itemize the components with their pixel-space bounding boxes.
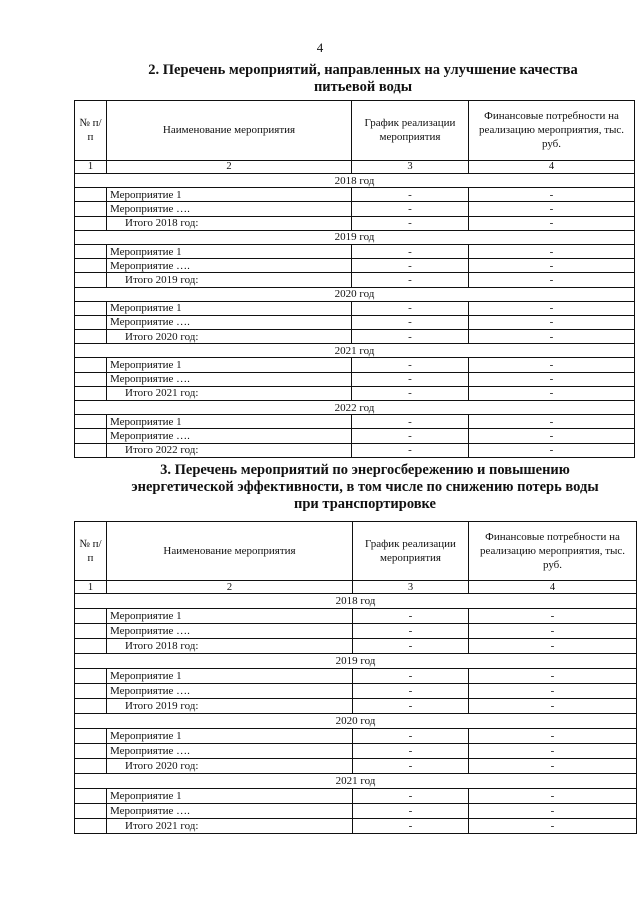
row-number: [75, 624, 107, 639]
activity-name: Мероприятие ….: [107, 804, 353, 819]
schedule-value: -: [353, 639, 469, 654]
table-row: [75, 386, 635, 400]
finance-value: -: [469, 429, 635, 443]
year-label: 2020 год: [75, 287, 635, 301]
row-number: [75, 684, 107, 699]
finance-value: -: [469, 744, 637, 759]
row-number: [75, 301, 107, 315]
schedule-value: -: [352, 259, 469, 273]
section-2-heading-line-1: 2. Перечень мероприятий, направленных на улучшение качества: [148, 62, 578, 78]
schedule-value: -: [352, 330, 469, 344]
total-name: Итого 2018 год:: [107, 639, 353, 654]
table-row: [75, 301, 635, 315]
schedule-value: -: [353, 609, 469, 624]
schedule-value: -: [352, 429, 469, 443]
row-number: [75, 330, 107, 344]
table-row: [75, 244, 635, 258]
table-row: [75, 372, 635, 386]
table-row: [75, 804, 637, 819]
table-row: [75, 415, 635, 429]
finance-value: -: [469, 624, 637, 639]
year-row: [75, 230, 635, 244]
schedule-value: -: [352, 443, 469, 457]
table-row: [75, 684, 637, 699]
total-name: Итого 2019 год:: [107, 699, 353, 714]
year-label: 2019 год: [75, 654, 637, 669]
total-name: Итого 2018 год:: [107, 216, 352, 230]
finance-value: -: [469, 259, 635, 273]
table-row: [75, 819, 637, 834]
activity-name: Мероприятие ….: [107, 744, 353, 759]
schedule-value: -: [352, 386, 469, 400]
row-number: [75, 259, 107, 273]
column-number-row: [75, 160, 635, 173]
table-row: [75, 330, 635, 344]
finance-value: -: [469, 443, 635, 457]
finance-value: -: [469, 386, 635, 400]
year-label: 2018 год: [75, 174, 635, 188]
finance-value: -: [469, 330, 635, 344]
column-number: 4: [469, 160, 635, 173]
schedule-value: -: [352, 315, 469, 329]
finance-value: -: [469, 415, 635, 429]
activity-name: Мероприятие 1: [107, 729, 353, 744]
schedule-value: -: [353, 699, 469, 714]
section-3-table: [74, 521, 637, 834]
finance-value: -: [469, 358, 635, 372]
table-row: [75, 639, 637, 654]
section-3-heading-line-1: 3. Перечень мероприятий по энергосбережению и повышению: [160, 462, 570, 478]
table-row: [75, 429, 635, 443]
finance-value: -: [469, 216, 635, 230]
activity-name: Мероприятие ….: [107, 429, 352, 443]
activity-name: Мероприятие 1: [107, 789, 353, 804]
schedule-value: -: [352, 273, 469, 287]
year-label: 2019 год: [75, 230, 635, 244]
year-row: [75, 401, 635, 415]
year-label: 2021 год: [75, 344, 635, 358]
activity-name: Мероприятие 1: [107, 188, 352, 202]
section-3-heading-line-2: энергетической эффективности, в том числе по снижению потерь воды: [131, 479, 599, 495]
table-row: [75, 188, 635, 202]
schedule-value: -: [352, 216, 469, 230]
table-row: [75, 315, 635, 329]
finance-value: -: [469, 759, 637, 774]
activity-name: Мероприятие ….: [107, 315, 352, 329]
row-number: [75, 429, 107, 443]
finance-value: -: [469, 729, 637, 744]
year-label: 2021 год: [75, 774, 637, 789]
activity-name: Мероприятие 1: [107, 669, 353, 684]
header-num: № п/п: [75, 101, 107, 161]
total-name: Итого 2019 год:: [107, 273, 352, 287]
finance-value: -: [469, 315, 635, 329]
row-number: [75, 819, 107, 834]
finance-value: -: [469, 819, 637, 834]
schedule-value: -: [353, 819, 469, 834]
row-number: [75, 669, 107, 684]
table-row: [75, 624, 637, 639]
total-name: Итого 2022 год:: [107, 443, 352, 457]
row-number: [75, 759, 107, 774]
schedule-value: -: [352, 244, 469, 258]
row-number: [75, 443, 107, 457]
year-row: [75, 714, 637, 729]
header-schedule: График реализации мероприятия: [353, 522, 469, 581]
header-num: № п/п: [75, 522, 107, 581]
activity-name: Мероприятие ….: [107, 684, 353, 699]
row-number: [75, 789, 107, 804]
row-number: [75, 273, 107, 287]
activity-name: Мероприятие 1: [107, 244, 352, 258]
activity-name: Мероприятие 1: [107, 358, 352, 372]
year-label: 2022 год: [75, 401, 635, 415]
header-row: [75, 101, 635, 161]
schedule-value: -: [353, 759, 469, 774]
section-2-heading: [96, 62, 630, 96]
table-row: [75, 259, 635, 273]
year-label: 2018 год: [75, 594, 637, 609]
header-finance: Финансовые потребности на реализацию мероприятия, тыс. руб.: [469, 101, 635, 161]
row-number: [75, 315, 107, 329]
row-number: [75, 415, 107, 429]
finance-value: -: [469, 639, 637, 654]
finance-value: -: [469, 699, 637, 714]
year-row: [75, 774, 637, 789]
year-row: [75, 344, 635, 358]
year-label: 2020 год: [75, 714, 637, 729]
schedule-value: -: [353, 624, 469, 639]
schedule-value: -: [352, 372, 469, 386]
row-number: [75, 804, 107, 819]
header-schedule: График реализации мероприятия: [352, 101, 469, 161]
finance-value: -: [469, 244, 635, 258]
table-row: [75, 669, 637, 684]
schedule-value: -: [353, 804, 469, 819]
finance-value: -: [469, 804, 637, 819]
schedule-value: -: [353, 669, 469, 684]
header-finance: Финансовые потребности на реализацию мероприятия, тыс. руб.: [469, 522, 637, 581]
page-number: 4: [316, 40, 324, 55]
finance-value: -: [469, 669, 637, 684]
finance-value: -: [469, 273, 635, 287]
table-row: [75, 759, 637, 774]
schedule-value: -: [353, 729, 469, 744]
activity-name: Мероприятие ….: [107, 372, 352, 386]
schedule-value: -: [353, 684, 469, 699]
section-2-table: [74, 100, 635, 458]
section-2-heading-line-2: питьевой воды: [313, 79, 413, 95]
schedule-value: -: [353, 744, 469, 759]
table-row: [75, 609, 637, 624]
column-number: 1: [75, 160, 107, 173]
activity-name: Мероприятие ….: [107, 624, 353, 639]
finance-value: -: [469, 202, 635, 216]
year-row: [75, 287, 635, 301]
schedule-value: -: [352, 202, 469, 216]
column-number: 3: [352, 160, 469, 173]
year-row: [75, 594, 637, 609]
row-number: [75, 188, 107, 202]
finance-value: -: [469, 301, 635, 315]
section-3-heading-line-3: при транспортировке: [294, 496, 436, 512]
table-row: [75, 358, 635, 372]
row-number: [75, 729, 107, 744]
year-row: [75, 174, 635, 188]
row-number: [75, 699, 107, 714]
finance-value: -: [469, 188, 635, 202]
activity-name: Мероприятие ….: [107, 259, 352, 273]
total-name: Итого 2020 год:: [107, 330, 352, 344]
row-number: [75, 244, 107, 258]
row-number: [75, 609, 107, 624]
finance-value: -: [469, 789, 637, 804]
finance-value: -: [469, 372, 635, 386]
table-row: [75, 789, 637, 804]
table-row: [75, 699, 637, 714]
row-number: [75, 744, 107, 759]
table-row: [75, 443, 635, 457]
row-number: [75, 386, 107, 400]
column-number: 2: [107, 160, 352, 173]
schedule-value: -: [352, 188, 469, 202]
activity-name: Мероприятие 1: [107, 609, 353, 624]
schedule-value: -: [353, 789, 469, 804]
table-row: [75, 202, 635, 216]
schedule-value: -: [352, 301, 469, 315]
table-row: [75, 216, 635, 230]
column-number: 4: [469, 581, 637, 594]
total-name: Итого 2020 год:: [107, 759, 353, 774]
row-number: [75, 202, 107, 216]
activity-name: Мероприятие 1: [107, 301, 352, 315]
column-number: 1: [75, 581, 107, 594]
table-row: [75, 744, 637, 759]
row-number: [75, 216, 107, 230]
header-name: Наименование мероприятия: [107, 101, 352, 161]
header-row: [75, 522, 637, 581]
finance-value: -: [469, 684, 637, 699]
activity-name: Мероприятие ….: [107, 202, 352, 216]
table-row: [75, 729, 637, 744]
total-name: Итого 2021 год:: [107, 386, 352, 400]
column-number: 2: [107, 581, 353, 594]
schedule-value: -: [352, 358, 469, 372]
row-number: [75, 372, 107, 386]
total-name: Итого 2021 год:: [107, 819, 353, 834]
row-number: [75, 358, 107, 372]
row-number: [75, 639, 107, 654]
year-row: [75, 654, 637, 669]
section-3-heading: [100, 462, 630, 513]
column-number-row: [75, 581, 637, 594]
finance-value: -: [469, 609, 637, 624]
header-name: Наименование мероприятия: [107, 522, 353, 581]
activity-name: Мероприятие 1: [107, 415, 352, 429]
column-number: 3: [353, 581, 469, 594]
schedule-value: -: [352, 415, 469, 429]
table-row: [75, 273, 635, 287]
